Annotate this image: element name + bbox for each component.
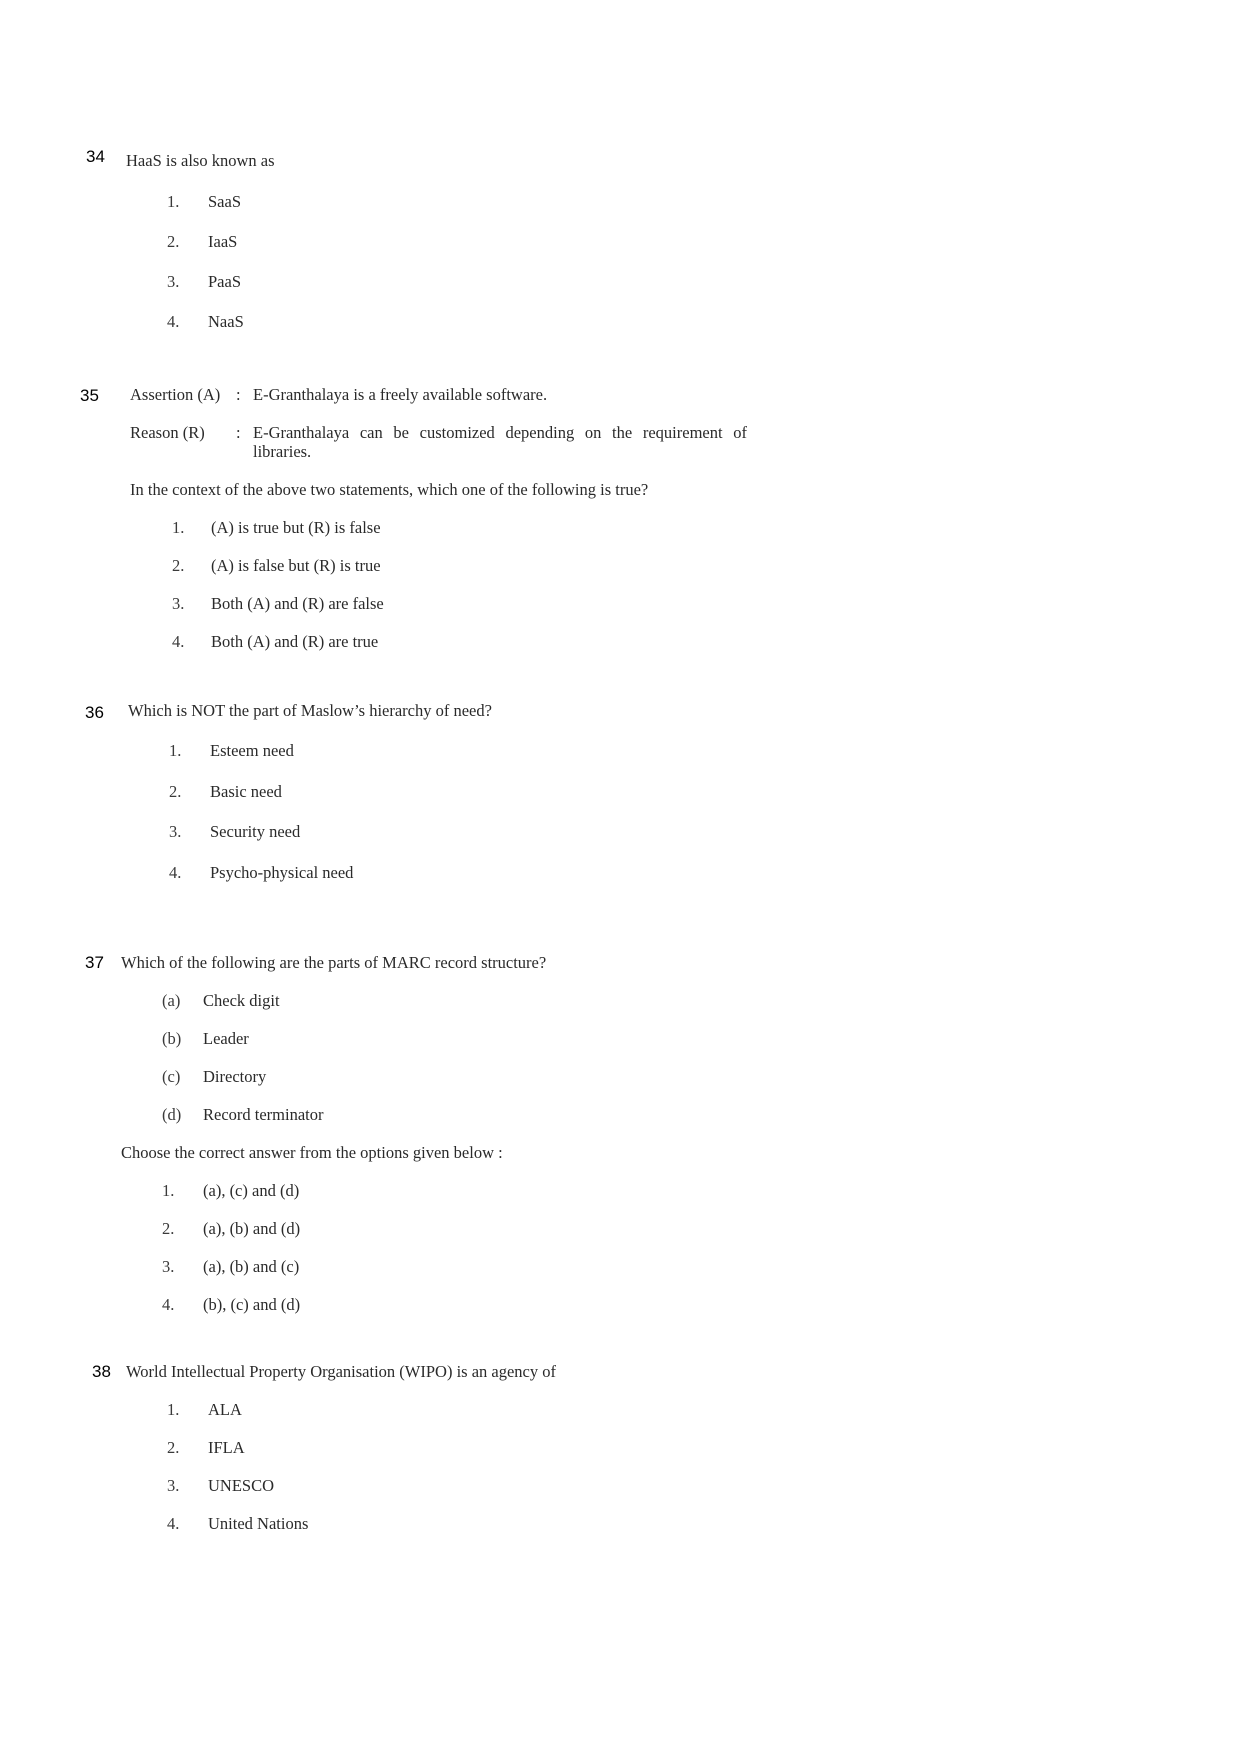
question-stem: In the context of the above two statements, which one of the following is true? [130, 480, 649, 499]
option-text: Security need [210, 822, 301, 841]
option-number: 4. [172, 632, 185, 651]
statement-label: (d) [162, 1105, 182, 1124]
option-number: 4. [167, 312, 180, 331]
option-number: 3. [162, 1257, 175, 1276]
option-text: Both (A) and (R) are true [211, 632, 379, 651]
statement-text: Directory [203, 1067, 267, 1086]
question-number: 37 [85, 953, 104, 972]
option-text: PaaS [208, 272, 241, 291]
option-text: (A) is true but (R) is false [211, 518, 381, 537]
option-number: 1. [162, 1181, 175, 1200]
question-stem: Which is NOT the part of Maslow’s hierarchy of need? [128, 701, 492, 720]
statement-text: Record terminator [203, 1105, 324, 1124]
option-text: (A) is false but (R) is true [211, 556, 381, 575]
option-number: 2. [162, 1219, 175, 1238]
reason-separator: : [236, 423, 241, 442]
option-text: IFLA [208, 1438, 245, 1457]
option-text: SaaS [208, 192, 241, 211]
option-text: Psycho-physical need [210, 863, 354, 882]
question-number: 35 [80, 386, 99, 405]
statement-label: (b) [162, 1029, 182, 1048]
assertion-label: Assertion (A) [130, 385, 221, 404]
option-number: 2. [169, 782, 182, 801]
option-text: (a), (b) and (d) [203, 1219, 301, 1238]
question-number: 34 [86, 147, 105, 166]
option-number: 3. [172, 594, 185, 613]
assertion-separator: : [236, 385, 241, 404]
option-number: 1. [167, 1400, 180, 1419]
option-text: (a), (c) and (d) [203, 1181, 300, 1200]
option-number: 1. [169, 741, 182, 760]
option-number: 2. [167, 232, 180, 251]
reason-text: E-Granthalaya can be customized depending on the requirement of libraries. [253, 423, 747, 461]
option-text: IaaS [208, 232, 238, 251]
reason-label: Reason (R) [130, 423, 205, 442]
option-text: ALA [208, 1400, 242, 1419]
statement-label: (a) [162, 991, 181, 1010]
statement-text: Check digit [203, 991, 280, 1010]
option-text: United Nations [208, 1514, 309, 1533]
question-number: 38 [92, 1362, 111, 1381]
statement-label: (c) [162, 1067, 181, 1086]
option-text: UNESCO [208, 1476, 275, 1495]
option-number: 3. [169, 822, 182, 841]
option-number: 4. [162, 1295, 175, 1314]
option-number: 2. [172, 556, 185, 575]
option-text: (a), (b) and (c) [203, 1257, 300, 1276]
option-number: 3. [167, 1476, 180, 1495]
question-stem: HaaS is also known as [126, 151, 275, 170]
question-stem: World Intellectual Property Organisation (WIPO) is an agency of [126, 1362, 556, 1381]
assertion-text: E-Granthalaya is a freely available software. [253, 385, 548, 404]
option-number: 1. [167, 192, 180, 211]
option-number: 2. [167, 1438, 180, 1457]
question-stem: Which of the following are the parts of MARC record structure? [121, 953, 547, 972]
option-text: Esteem need [210, 741, 294, 760]
option-text: (b), (c) and (d) [203, 1295, 301, 1314]
option-number: 4. [167, 1514, 180, 1533]
option-number: 3. [167, 272, 180, 291]
option-number: 4. [169, 863, 182, 882]
statement-text: Leader [203, 1029, 249, 1048]
option-text: Both (A) and (R) are false [211, 594, 384, 613]
option-number: 1. [172, 518, 185, 537]
option-text: Basic need [210, 782, 282, 801]
option-text: NaaS [208, 312, 244, 331]
question-number: 36 [85, 703, 104, 722]
instruction-text: Choose the correct answer from the options given below : [121, 1143, 503, 1162]
